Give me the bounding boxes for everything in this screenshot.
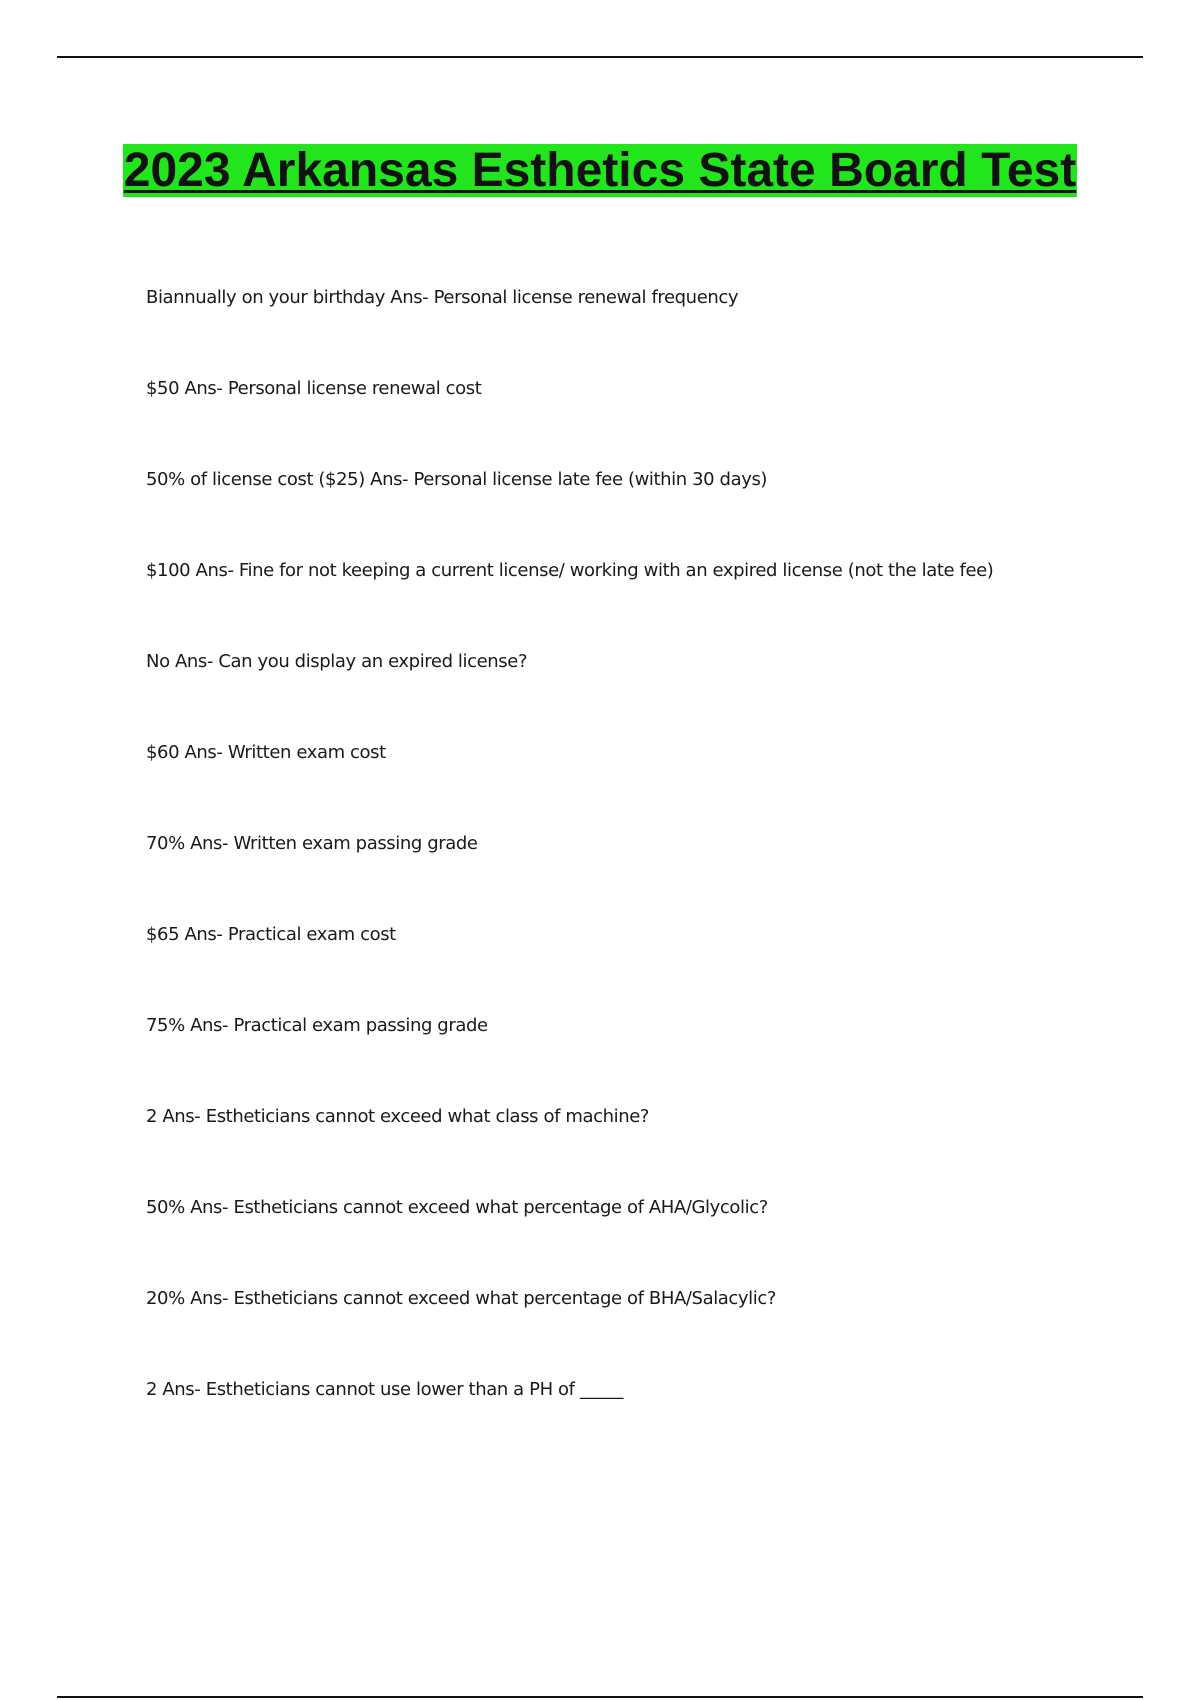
qa-answer: 2 [146, 1106, 158, 1127]
bottom-rule [57, 1696, 1143, 1698]
qa-item [146, 1012, 1106, 1103]
qa-question: Estheticians cannot use lower than a PH of _____ [205, 1379, 623, 1400]
qa-question: Personal license late fee (within 30 days) [413, 469, 768, 490]
qa-separator: Ans- [162, 1379, 201, 1400]
qa-separator: Ans- [190, 833, 229, 854]
qa-separator: Ans- [184, 924, 223, 945]
top-rule [57, 56, 1143, 58]
qa-answer: No [146, 651, 170, 672]
qa-item [146, 830, 1106, 921]
qa-item [146, 1285, 1106, 1376]
qa-list [146, 284, 1106, 1467]
qa-separator: Ans- [390, 287, 429, 308]
qa-answer: 70% [146, 833, 185, 854]
qa-item [146, 1376, 1106, 1467]
qa-item [146, 739, 1106, 830]
qa-question: Personal license renewal cost [227, 378, 482, 399]
qa-item [146, 648, 1106, 739]
qa-answer: $65 [146, 924, 180, 945]
qa-answer: $100 [146, 560, 191, 581]
qa-answer: 50% of license cost ($25) [146, 469, 365, 490]
qa-item [146, 1194, 1106, 1285]
qa-item [146, 284, 1106, 375]
qa-item [146, 557, 1106, 648]
qa-question: Estheticians cannot exceed what class of machine? [205, 1106, 650, 1127]
qa-separator: Ans- [190, 1288, 229, 1309]
qa-separator: Ans- [370, 469, 409, 490]
qa-answer: $50 [146, 378, 180, 399]
qa-question: Fine for not keeping a current license/ working with an expired license (not the late fee) [238, 560, 994, 581]
qa-separator: Ans- [184, 742, 223, 763]
qa-item [146, 466, 1106, 557]
qa-question: Estheticians cannot exceed what percentage of AHA/Glycolic? [233, 1197, 768, 1218]
qa-question: Written exam passing grade [233, 833, 478, 854]
qa-question: Can you display an expired license? [218, 651, 528, 672]
document-title-text: 2023 Arkansas Esthetics State Board Test [123, 144, 1077, 197]
qa-separator: Ans- [190, 1015, 229, 1036]
qa-question: Written exam cost [227, 742, 386, 763]
qa-item [146, 921, 1106, 1012]
document-title [100, 144, 1100, 198]
qa-item [146, 1103, 1106, 1194]
qa-question: Estheticians cannot exceed what percentage of BHA/Salacylic? [233, 1288, 777, 1309]
qa-question: Practical exam passing grade [233, 1015, 488, 1036]
qa-separator: Ans- [162, 1106, 201, 1127]
qa-item [146, 375, 1106, 466]
qa-separator: Ans- [184, 378, 223, 399]
qa-separator: Ans- [195, 560, 234, 581]
qa-question: Personal license renewal frequency [433, 287, 739, 308]
qa-answer: 20% [146, 1288, 185, 1309]
qa-answer: 2 [146, 1379, 158, 1400]
qa-answer: $60 [146, 742, 180, 763]
qa-answer: Biannually on your birthday [146, 287, 385, 308]
qa-answer: 50% [146, 1197, 185, 1218]
qa-separator: Ans- [190, 1197, 229, 1218]
qa-question: Practical exam cost [227, 924, 396, 945]
qa-answer: 75% [146, 1015, 185, 1036]
qa-separator: Ans- [175, 651, 214, 672]
